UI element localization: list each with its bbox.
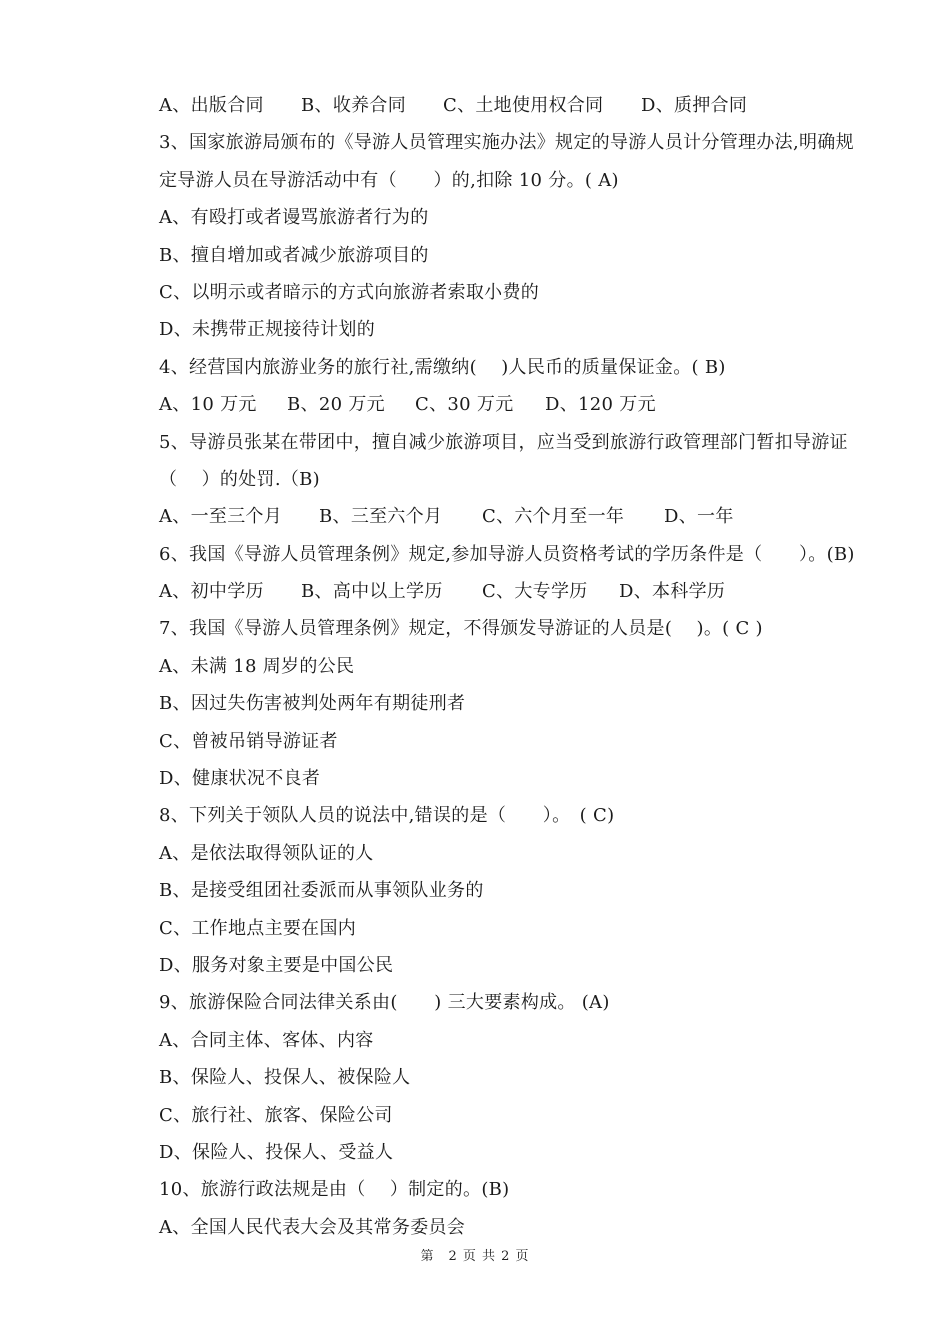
- option-line: A、合同主体、客体、内容: [159, 1029, 374, 1051]
- options-row: [159, 498, 889, 535]
- question-text: 9、旅游保险合同法律关系由( ) 三大要素构成。 (A): [159, 992, 610, 1014]
- options-row: [159, 87, 889, 124]
- option-choice: A、初中学历: [159, 581, 264, 603]
- option-choice: D、一年: [664, 506, 734, 528]
- option-line: C、曾被吊销导游证者: [159, 730, 338, 752]
- option-line: D、未携带正规接待计划的: [159, 319, 376, 341]
- question-text: 定导游人员在导游活动中有（ ）的,扣除 10 分。( A): [159, 169, 619, 191]
- page-footer: 第 2 页 共 2 页: [420, 1249, 530, 1264]
- option-choice: A、出版合同: [159, 95, 264, 116]
- option-choice: D、本科学历: [619, 581, 726, 603]
- option-choice: B、20 万元: [287, 394, 385, 416]
- option-line: B、是接受组团社委派而从事领队业务的: [159, 880, 484, 902]
- question-text: 3、国家旅游局颁布的《导游人员管理实施办法》规定的导游人员计分管理办法,明确规: [159, 132, 854, 154]
- option-line: C、以明示或者暗示的方式向旅游者索取小费的: [159, 281, 540, 303]
- option-line: D、服务对象主要是中国公民: [159, 954, 394, 976]
- option-choice: A、10 万元: [159, 394, 257, 416]
- question-text: 5、导游员张某在带团中，擅自减少旅游项目，应当受到旅游行政管理部门暂扣导游证: [159, 431, 848, 453]
- option-line: B、保险人、投保人、被保险人: [159, 1067, 411, 1089]
- question-text: （ ）的处罚.（B): [159, 468, 320, 490]
- option-choice: C、土地使用权合同: [443, 95, 604, 116]
- option-line: D、保险人、投保人、受益人: [159, 1141, 394, 1163]
- question-text: 7、我国《导游人员管理条例》规定，不得颁发导游证的人员是( )。( C ): [159, 618, 763, 640]
- options-row: [159, 386, 889, 423]
- option-choice: C、大专学历: [482, 581, 588, 603]
- option-line: A、是依法取得领队证的人: [159, 842, 374, 864]
- option-line: A、有殴打或者谩骂旅游者行为的: [159, 207, 429, 229]
- option-choice: C、六个月至一年: [482, 506, 625, 528]
- question-text: 6、我国《导游人员管理条例》规定,参加导游人员资格考试的学历条件是（ ）。(B): [159, 543, 855, 565]
- question-text: 8、下列关于领队人员的说法中,错误的是（ ）。 ( C): [159, 805, 615, 827]
- options-row: [159, 573, 889, 610]
- question-text: 4、经营国内旅游业务的旅行社,需缴纳( )人民币的质量保证金。( B): [159, 356, 726, 378]
- option-choice: A、一至三个月: [159, 506, 283, 528]
- option-choice: D、质押合同: [641, 95, 748, 116]
- option-line: C、工作地点主要在国内: [159, 917, 357, 939]
- option-choice: C、30 万元: [415, 394, 514, 416]
- option-line: B、因过失伤害被判处两年有期徒刑者: [159, 693, 466, 715]
- option-choice: B、收养合同: [301, 95, 407, 116]
- question-text: 10、旅游行政法规是由（ ）制定的。(B): [159, 1179, 510, 1201]
- option-line: A、全国人民代表大会及其常务委员会: [159, 1216, 466, 1238]
- option-choice: B、三至六个月: [319, 506, 443, 528]
- option-line: D、健康状况不良者: [159, 768, 321, 790]
- option-choice: B、高中以上学历: [301, 581, 443, 603]
- exam-content: [159, 87, 889, 1246]
- option-line: C、旅行社、旅客、保险公司: [159, 1104, 393, 1126]
- option-line: B、擅自增加或者减少旅游项目的: [159, 244, 429, 266]
- option-choice: D、120 万元: [545, 394, 656, 416]
- option-line: A、未满 18 周岁的公民: [159, 655, 355, 677]
